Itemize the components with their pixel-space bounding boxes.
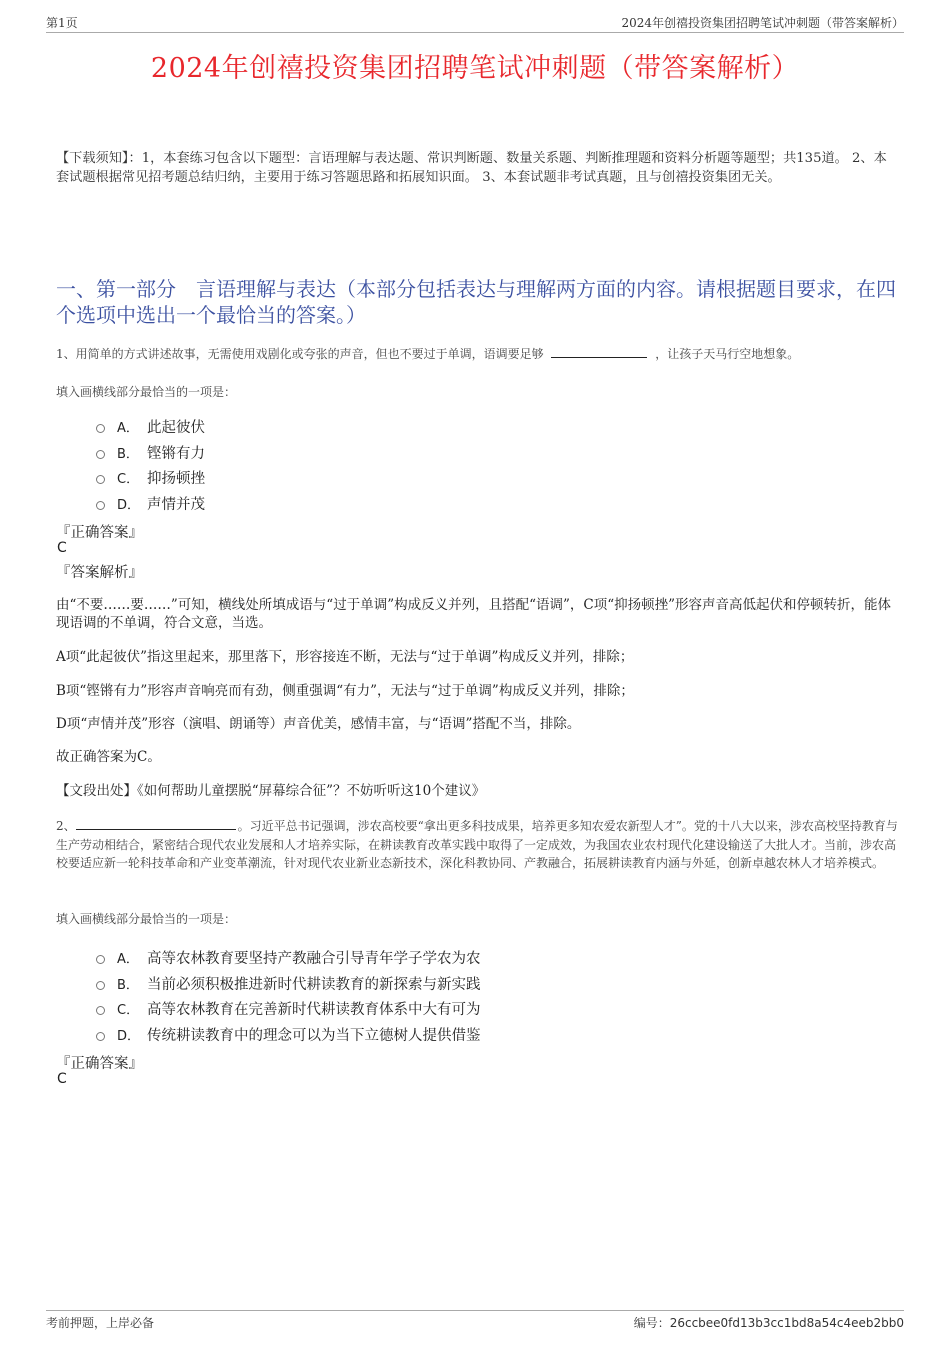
page-number: 第1页 — [46, 16, 78, 30]
download-notice: 【下载须知】：1，本套练习包含以下题型：言语理解与表达题、常识判断题、数量关系题、判断推理题和资料分析题等题型；共135道。 2、本套试题根据常见招考题总结归纳，主要用于练习答题思路和拓展知识面。 3、本套试题非考试真题，且与创禧投资集团无关。 — [56, 151, 887, 185]
question-1-answer: C — [57, 540, 67, 556]
question-1-answer-label: 『正确答案』 — [56, 525, 143, 541]
option-text: 高等农林教育在完善新时代耕读教育体系中大有可为 — [147, 1002, 481, 1018]
option-text: 抑扬顿挫 — [147, 471, 205, 487]
question-1-option-c[interactable] — [96, 467, 205, 488]
option-text: 铿锵有力 — [147, 446, 205, 462]
question-2-blank — [76, 817, 236, 830]
question-1-text-after: ，让孩子天马行空地想象。 — [655, 347, 800, 361]
option-letter: B． — [117, 978, 139, 993]
option-letter: D． — [117, 498, 141, 513]
question-2-stem — [56, 817, 898, 873]
section-heading: 一、第一部分 言语理解与表达（本部分包括表达与理解两方面的内容。请根据题目要求，在四个选项中选出一个最恰当的答案。） — [56, 277, 896, 327]
option-letter: A． — [117, 421, 139, 436]
question-2-option-b[interactable] — [96, 973, 481, 994]
analysis-paragraph: A项“此起彼伏”指这里起来，那里落下，形容接连不断，无法与“过于单调”构成反义并列，排除； — [56, 649, 634, 665]
question-1-stem — [56, 345, 898, 364]
radio-icon[interactable] — [96, 981, 105, 990]
analysis-paragraph: D项“声情并茂”形容（演唱、朗诵等）声音优美，感情丰富，与“语调”搭配不当，排除。 — [56, 716, 581, 732]
document-code — [634, 1314, 904, 1331]
question-2-text: 。习近平总书记强调，涉农高校要“拿出更多科技成果，培养更多知农爱农新型人才”。党的十八大以来，涉农高校坚持教育与生产劳动相结合，紧密结合现代农业发展和人才培养实际，在耕读教育改革实践中取得了一定成效，为我国农业农村现代化建设输送了大批人才。当前，涉农高校要适应新一轮科技革命和产业变革潮流，针对现代农业新业态新技术，深化科教协同、产教融合，拓展耕读教育内涵与外延，创新卓越农林人才培养模式。 — [56, 819, 898, 870]
question-2-answer: C — [57, 1071, 67, 1087]
question-2-answer-label: 『正确答案』 — [56, 1056, 143, 1072]
footer-slogan: 考前押题，上岸必备 — [46, 1316, 155, 1330]
radio-icon[interactable] — [96, 475, 105, 484]
radio-icon[interactable] — [96, 450, 105, 459]
page-header — [46, 14, 904, 33]
analysis-paragraph: B项“铿锵有力”形容声音响亮而有劲，侧重强调“有力”，无法与“过于单调”构成反义并列，排除； — [56, 683, 634, 699]
header-doc-title: 2024年创禧投资集团招聘笔试冲刺题（带答案解析） — [621, 16, 904, 30]
question-2-prompt: 填入画横线部分最恰当的一项是： — [56, 912, 237, 926]
option-letter: C． — [117, 472, 140, 487]
radio-icon[interactable] — [96, 501, 105, 510]
option-text: 声情并茂 — [147, 497, 205, 513]
question-2-option-d[interactable] — [96, 1024, 481, 1045]
question-1-blank — [551, 345, 647, 358]
document-code-value: 26ccbee0fd13b3cc1bd8a54c4eeb2bb0 — [669, 1316, 904, 1330]
option-letter: B． — [117, 447, 139, 462]
question-1-prompt: 填入画横线部分最恰当的一项是： — [56, 385, 237, 399]
page-footer — [46, 1310, 904, 1331]
question-2-number: 2、 — [56, 819, 76, 833]
option-text: 当前必须积极推进新时代耕读教育的新探索与新实践 — [147, 977, 481, 993]
question-1-analysis-label: 『答案解析』 — [56, 565, 143, 581]
radio-icon[interactable] — [96, 1006, 105, 1015]
radio-icon[interactable] — [96, 1032, 105, 1041]
question-2-option-a[interactable] — [96, 947, 481, 968]
passage-source: 【文段出处】《如何帮助儿童摆脱“屏幕综合征”？不妨听听这10个建议》 — [56, 783, 486, 799]
question-1-option-a[interactable] — [96, 416, 205, 437]
analysis-conclusion: 故正确答案为C。 — [56, 749, 161, 765]
analysis-paragraph: 由“不要……要……”可知，横线处所填成语与“过于单调”构成反义并列，且搭配“语调”，C项“抑扬顿挫”形容声音高低起伏和停顿转折，能体现语调的不单调，符合文意，当选。 — [56, 597, 892, 631]
question-2-option-c[interactable] — [96, 998, 481, 1019]
question-1-option-b[interactable] — [96, 442, 205, 463]
option-letter: D． — [117, 1029, 141, 1044]
option-letter: C． — [117, 1003, 140, 1018]
option-text: 此起彼伏 — [147, 420, 205, 436]
question-1-option-d[interactable] — [96, 493, 205, 514]
document-code-label: 编号： — [633, 1316, 670, 1330]
option-text: 高等农林教育要坚持产教融合引导青年学子学农为农 — [147, 951, 481, 967]
radio-icon[interactable] — [96, 955, 105, 964]
question-1-text-before: 1、用简单的方式讲述故事，无需使用戏剧化或夸张的声音，但也不要过于单调，语调要足够 — [56, 347, 544, 361]
option-letter: A． — [117, 952, 139, 967]
option-text: 传统耕读教育中的理念可以为当下立德树人提供借鉴 — [147, 1028, 481, 1044]
document-title: 2024年创禧投资集团招聘笔试冲刺题（带答案解析） — [150, 53, 800, 84]
radio-icon[interactable] — [96, 424, 105, 433]
